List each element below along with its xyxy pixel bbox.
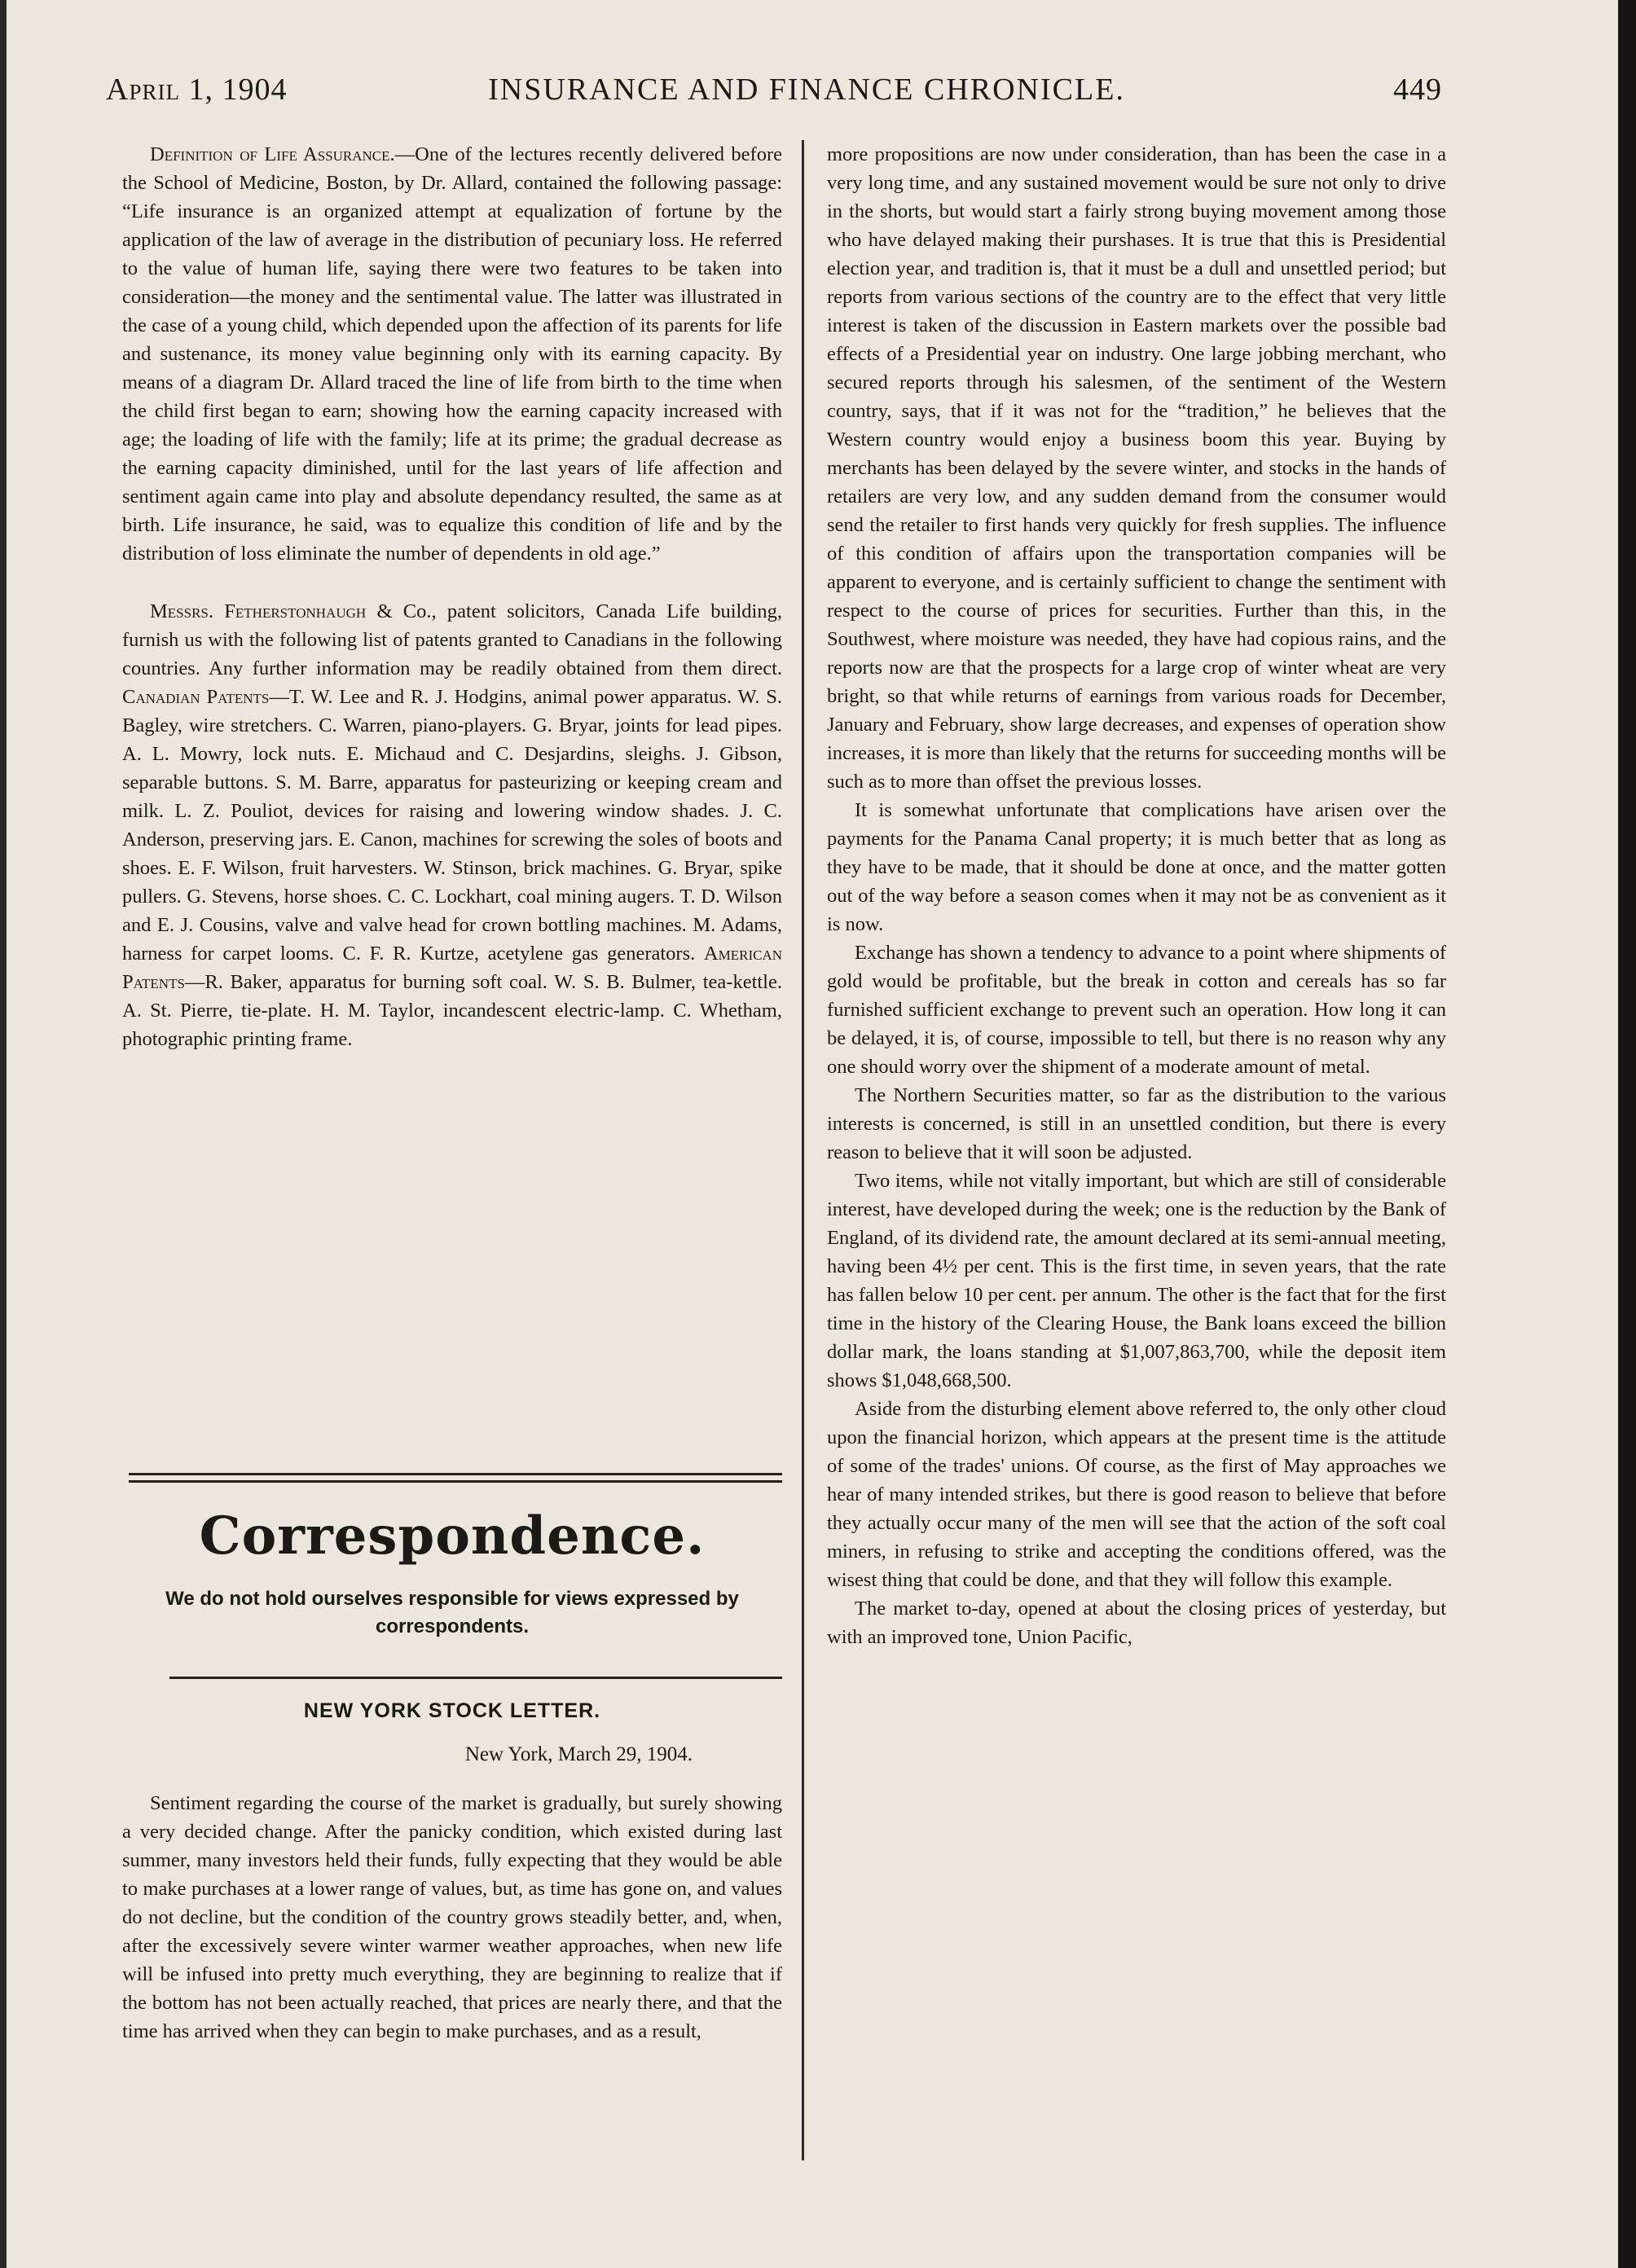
right-paragraph-7: The market to-day, opened at about the closing prices of yesterday, but with an improved tone, Union Pacific,: [827, 1598, 1446, 1648]
patents-lead: Messrs. Fetherstonhaugh: [150, 600, 367, 622]
right-paragraph-1: more propositions are now under consideration, than has been the case in a very long time, and any sustained movement would be sure not only to drive in the shorts, but would start a fairly strong buying movement among those who have delayed making their purshases. It is true that this is Presidential election year, and tradition is, that it must be a dull and unsettled period; but reports from various sections of the country are to the effect that very little interest is taken of the discussion in Eastern markets over the possible bad effects of a Presidential year on industry. One large jobbing merchant, who secured reports through his salesmen, of the sentiment of the Western country, says, that if it was not for the “tradition,” he believes that the Western country would enjoy a business boom this year. Buying by merchants has been delayed by the severe winter, and stocks in the hands of retailers are very low, and any sudden demand from the consumer would send the retailer to first hands very quickly for fresh supplies. The influence of this condition of affairs upon the transportation companies will be apparent to everyone, and is certainly sufficient to change the sentiment with respect to the course of prices for securities. Further than this, in the Southwest, where moisture was needed, they have had copious rains, and the reports now are that the prospects for a large crop of winter wheat are very bright, so that while returns of earnings from various roads for December, January and February, show large decreases, and expenses of operation show increases, it is more than likely that the returns for succeeding months will be such as to more than offset the previous losses.: [827, 143, 1446, 793]
definition-paragraph: [122, 140, 782, 568]
header-title: INSURANCE AND FINANCE CHRONICLE.: [488, 73, 1125, 107]
page-number: 449: [1393, 73, 1442, 107]
scan-right-edge: [1618, 0, 1636, 2268]
section-double-rule: [129, 1473, 782, 1483]
right-paragraph-5: Two items, while not vitally important, but which are still of considerable interest, have developed during the week; one is the reduction by the Bank of England, of its dividend rate, the amount declared at its semi-annual meeting, having been 4½ per cent. This is the first time, in seven years, that the rate has fallen below 10 per cent. per annum. The other is the fact that for the first time in the history of the Clearing House, the Bank loans exceed the billion dollar mark, the loans standing at $1,007,863,700, while the deposit item shows $1,048,668,500.: [827, 1170, 1446, 1391]
stock-letter-paragraph: Sentiment regarding the course of the market is gradually, but surely showing a very decided change. After the panicky condition, which existed during last summer, many investors held their funds, fully expecting that they would be able to make purchases at a lower range of values, but, as time has gone on, and values do not decline, but the condition of the country grows steadily better, and, when, after the excessively severe winter warmer weather approaches, when new life will be infused into pretty much everything, they are beginning to realize that if the bottom has not been actually reached, that prices are nearly there, and that the time has arrived when they can begin to make purchases, and as a result,: [122, 1792, 782, 2042]
right-column: [827, 140, 1446, 1651]
column-divider: [802, 140, 804, 2160]
section-single-rule: [169, 1677, 782, 1679]
patents-body-3: —R. Baker, apparatus for burning soft coal. W. S. B. Bulmer, tea-kettle. A. St. Pierre, tie-plate. H. M. Taylor, incandescent electric-lamp. C. Whetham, photographic printing frame.: [122, 971, 782, 1050]
patents-body-1: & Co., patent solicitors, Canada Life building, furnish us with the following list of patents granted to Canadians in the following countries. Any further information may be readily obtained from them direct.: [122, 600, 782, 679]
stock-letter-column: [122, 1789, 782, 2046]
page-header: [106, 72, 1442, 121]
scan-left-edge: [0, 0, 7, 2268]
correspondence-title: Correspondence.: [199, 1505, 706, 1567]
patents-body-2: —T. W. Lee and R. J. Hodgins, animal power apparatus. W. S. Bagley, wire stretchers. C. Warren, piano-players. G. Bryar, joints for lead pipes. A. L. Mowry, lock nuts. E. Michaud and C. Desjardins, sleighs. J. Gibson, separable buttons. S. M. Barre, apparatus for pasteurizing or keeping cream and milk. L. Z. Pouliot, devices for raising and lowering window shades. J. C. Anderson, preserving jars. E. Canon, machines for screwing the soles of boots and shoes. E. F. Wilson, fruit harvesters. W. Stinson, brick machines. G. Bryar, spike pullers. G. Stevens, horse shoes. C. C. Lockhart, coal mining augers. T. D. Wilson and E. J. Cousins, valve and valve head for crown bottling machines. M. Adams, harness for carpet looms. C. F. R. Kurtze, acetylene gas generators.: [122, 686, 782, 965]
definition-lead: Definition of Life Assurance.: [150, 143, 395, 165]
right-paragraph-6: Aside from the disturbing element above referred to, the only other cloud upon the financial horizon, which appears at the present time is the attitude of some of the trades' unions. Of course, as the first of May approaches we hear of many intended strikes, but there is good reason to believe that before they actually occur many of the men will see that the action of the soft coal miners, in refusing to strike and accepting the conditions offered, was the wisest thing that could be done, and that they will follow this example.: [827, 1398, 1446, 1591]
right-paragraph-3: Exchange has shown a tendency to advance to a point where shipments of gold would be profitable, but the break in cotton and cereals has so far furnished sufficient exchange to prevent such an operation. How long it can be delayed, it is, of course, impossible to tell, but there is no reason why any one should worry over the shipment of a moderate amount of metal.: [827, 942, 1446, 1078]
definition-body: —One of the lectures recently delivered before the School of Medicine, Boston, by Dr. Allard, contained the following passage: “Life insurance is an organized attempt at equalization of fortune by the application of the law of average in the distribution of pecuniary loss. He referred to the value of human life, saying there were two features to be taken into consideration—the money and the sentimental value. The latter was illustrated in the case of a young child, which depended upon the affection of its parents for life and sustenance, its money value beginning only with its earning capacity. By means of a diagram Dr. Allard traced the line of life from birth to the time when the child first began to earn; showing how the earning capacity increased with age; the loading of life with the family; life at its prime; the gradual decrease as the earning capacity diminished, until for the last years of life affection and sentiment again came into play and absolute dependancy resulted, the same as at birth. Life insurance, he said, was to equalize this condition of life and by the distribution of loss eliminate the number of dependents in old age.”: [122, 143, 782, 565]
left-column-articles: [122, 140, 782, 1053]
right-paragraph-2: It is somewhat unfortunate that complications have arisen over the payments for the Panama Canal property; it is much better that as long as they have to be made, that it should be done at once, and the matter gotten out of the way before a season comes when it may not be as convenient as it is now.: [827, 799, 1446, 935]
stock-letter-dateline: New York, March 29, 1904.: [464, 1743, 693, 1765]
correspondence-disclaimer: We do not hold ourselves responsible for views expressed by correspondents.: [165, 1588, 739, 1637]
american-patents-label: American Patents: [122, 943, 782, 993]
header-date: April 1, 1904: [106, 73, 288, 107]
stock-letter-heading: NEW YORK STOCK LETTER.: [303, 1699, 601, 1722]
patents-paragraph: [122, 597, 782, 1053]
canadian-patents-label: Canadian Patents: [122, 686, 270, 708]
right-paragraph-4: The Northern Securities matter, so far as the distribution to the various interests is concerned, is still in an unsettled condition, but there is every reason to believe that it will soon be adjusted.: [827, 1084, 1446, 1163]
